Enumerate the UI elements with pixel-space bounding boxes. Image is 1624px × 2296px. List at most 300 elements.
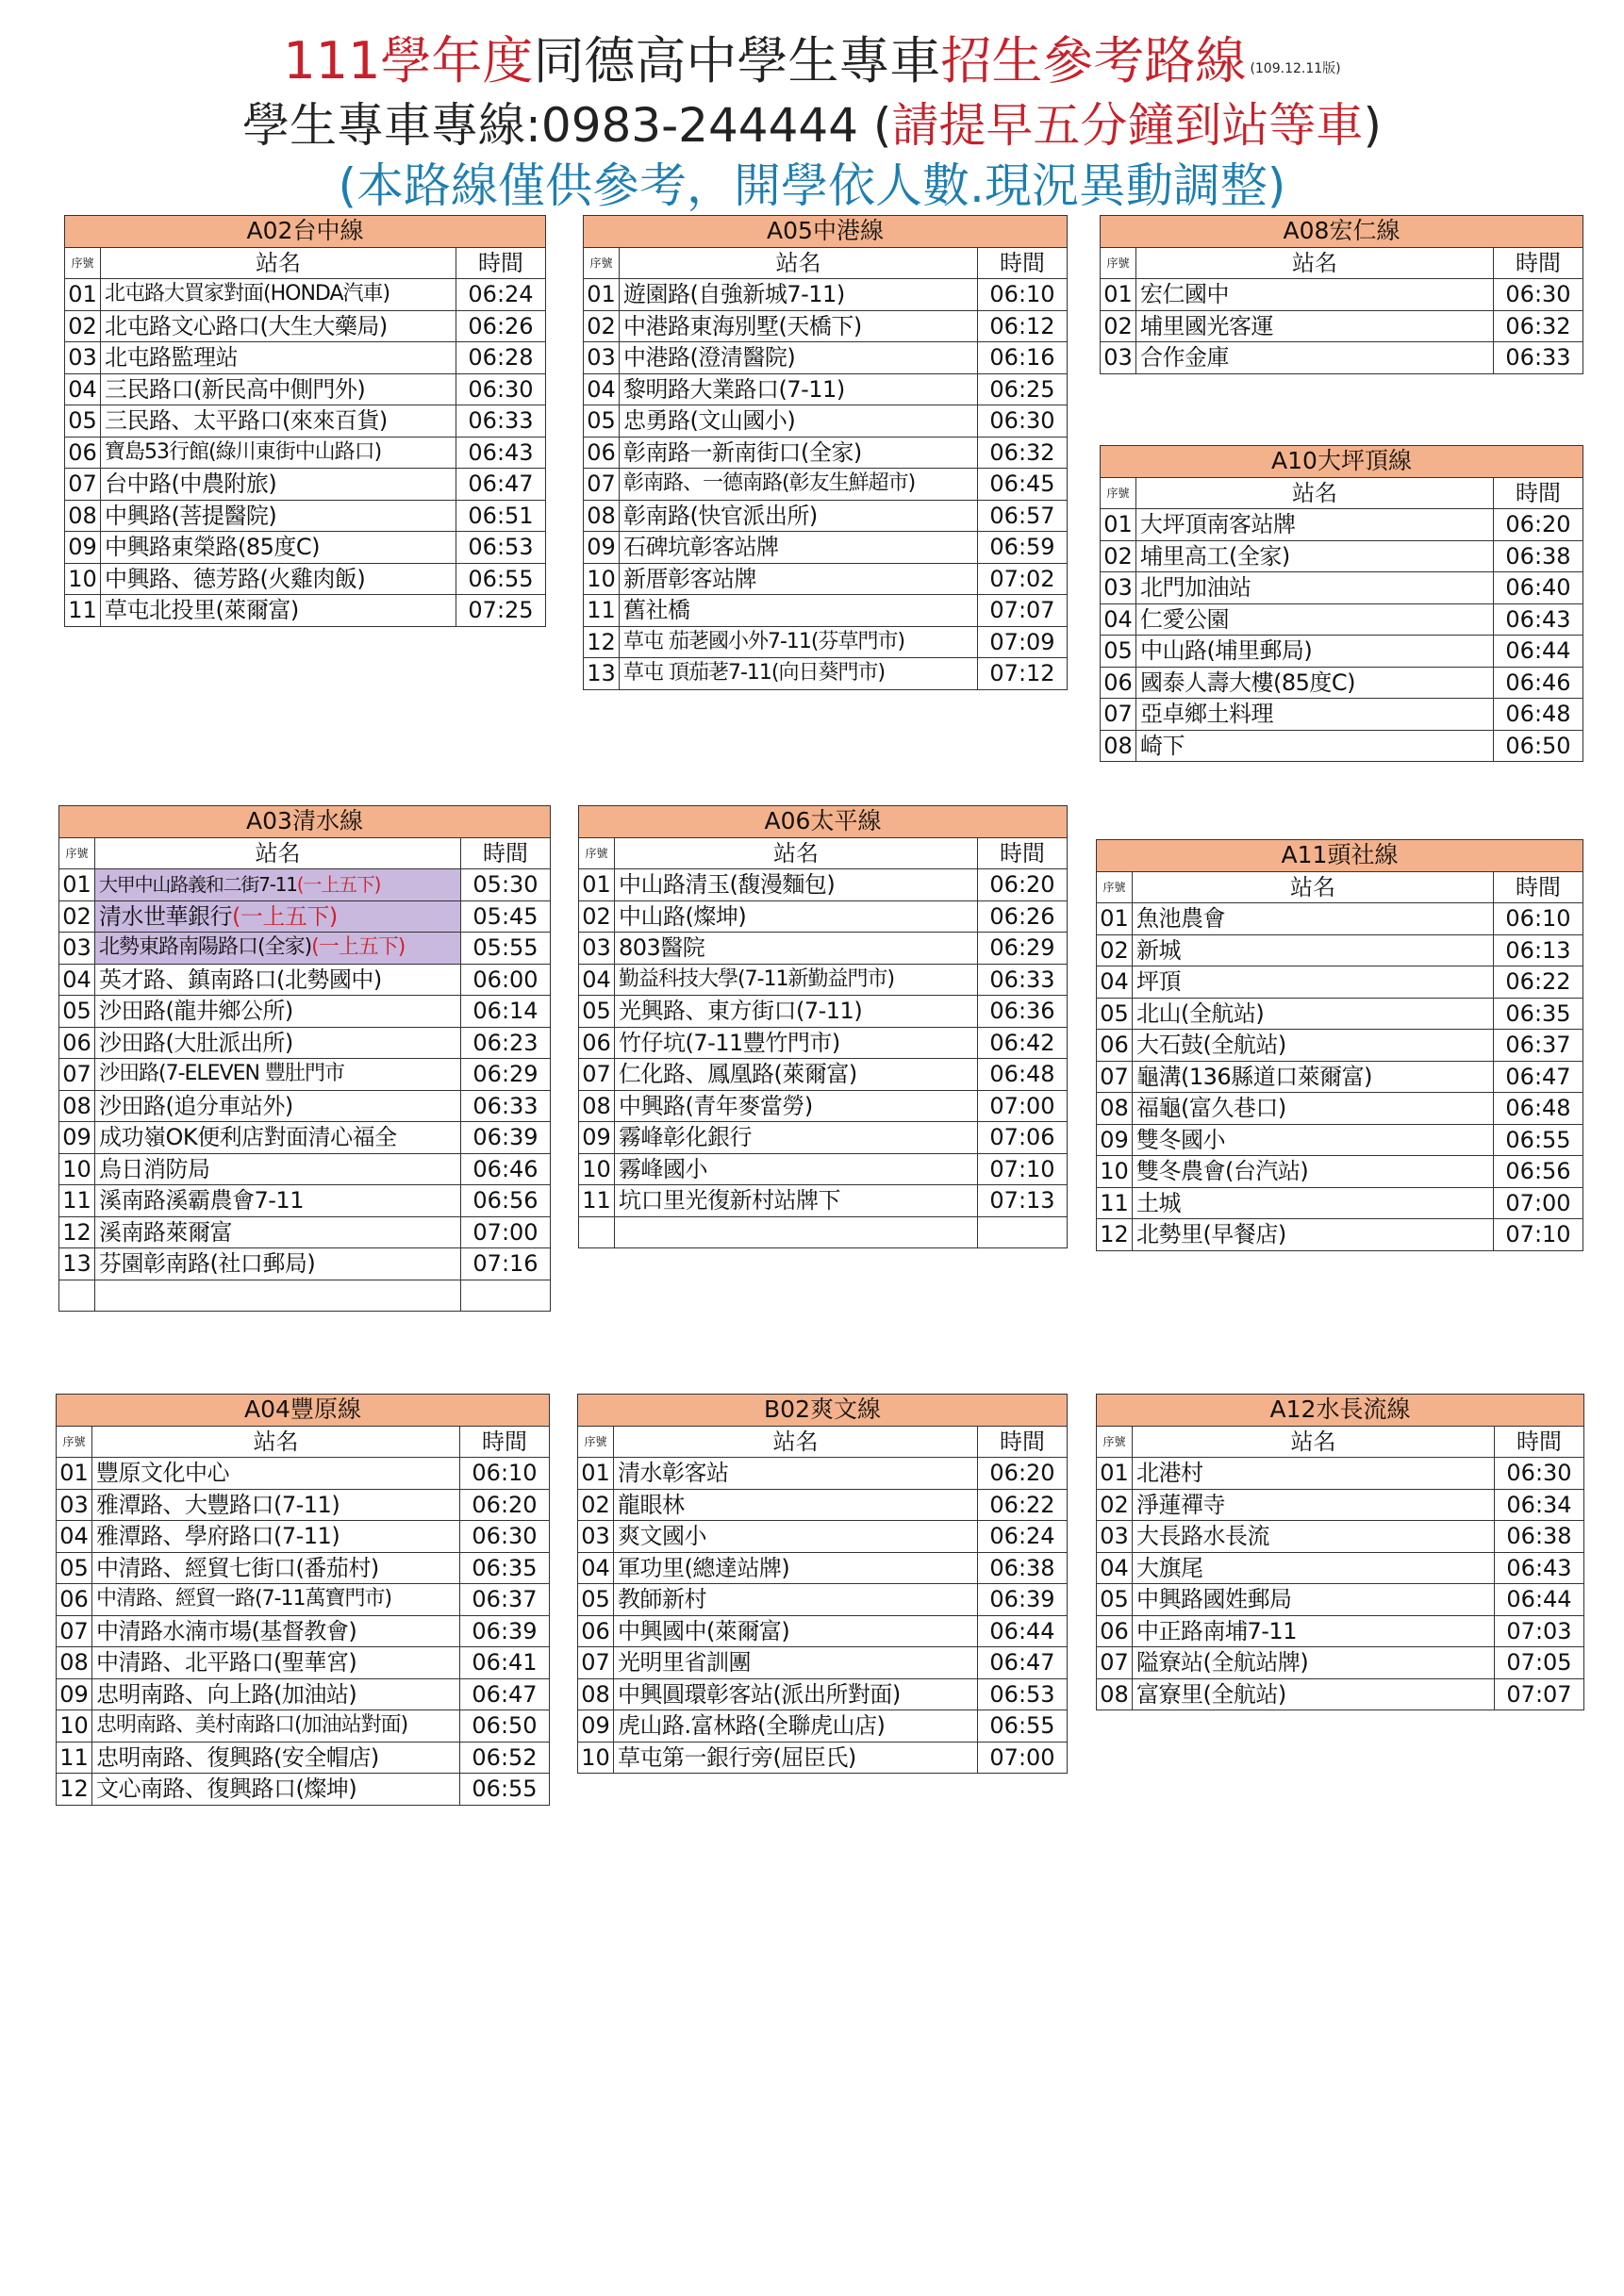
stop-name-text: 草屯北投里(萊爾富) xyxy=(105,597,299,624)
stop-no: 12 xyxy=(57,1774,92,1806)
stop-name xyxy=(614,1678,978,1710)
stop-no: 09 xyxy=(65,532,101,564)
stop-name-text: 中清路、經貿七街口(番茄村) xyxy=(96,1554,379,1581)
stop-no: 02 xyxy=(579,900,615,933)
stop-time: 06:39 xyxy=(460,1615,550,1647)
stop-time: 06:33 xyxy=(461,1090,551,1122)
stop-row xyxy=(65,469,546,501)
stop-time: 07:00 xyxy=(978,1742,1068,1774)
stop-time: 06:10 xyxy=(978,279,1068,311)
stop-time: 06:42 xyxy=(978,1027,1068,1059)
stop-row xyxy=(1101,730,1583,762)
stop-name-text: 坪頂 xyxy=(1136,968,1181,996)
stop-name xyxy=(1136,603,1494,636)
route-header xyxy=(1097,1395,1584,1427)
stop-name-text: 教師新村 xyxy=(618,1586,706,1613)
stop-name-text: 忠勇路(文山國小) xyxy=(623,407,796,435)
stop-row xyxy=(57,1774,550,1806)
stop-no: 09 xyxy=(1097,1124,1133,1156)
stop-name xyxy=(614,1647,978,1679)
stop-name-text: 石碑坑彰客站牌 xyxy=(623,534,779,561)
stop-time: 06:22 xyxy=(978,1489,1068,1521)
stop-time: 06:22 xyxy=(1494,966,1583,999)
stop-no: 13 xyxy=(584,658,620,690)
route-title: A12水長流線 xyxy=(1097,1395,1584,1427)
stop-name xyxy=(1136,509,1494,541)
stop-time: 06:48 xyxy=(978,1059,1068,1091)
stop-no: 07 xyxy=(59,1059,95,1091)
stop-name-text: 龜溝(136縣道口萊爾富) xyxy=(1136,1063,1373,1090)
stop-row xyxy=(57,1710,550,1743)
stop-row xyxy=(1097,1156,1583,1188)
stop-time: 06:46 xyxy=(461,1153,551,1185)
route-table-a02 xyxy=(64,215,546,627)
stop-name-text: 中山路清玉(馥漫麵包) xyxy=(619,871,836,899)
stop-time: 06:30 xyxy=(456,373,546,405)
route-title: A11頭社線 xyxy=(1097,840,1583,872)
stop-name xyxy=(1136,279,1494,311)
stop-time: 07:10 xyxy=(978,1153,1068,1185)
stop-time: 07:13 xyxy=(978,1185,1068,1217)
stop-row xyxy=(65,595,546,627)
stop-name-text: 中清路、經貿一路(7-11萬寶門市) xyxy=(96,1587,392,1611)
stop-no: 03 xyxy=(1101,342,1136,374)
stop-time: 06:57 xyxy=(978,500,1068,532)
stop-name xyxy=(614,1489,978,1521)
stop-no: 01 xyxy=(59,869,95,901)
stop-row xyxy=(584,595,1068,627)
stop-no xyxy=(579,1216,615,1248)
stop-time: 06:50 xyxy=(1493,730,1583,762)
stop-time: 06:48 xyxy=(1494,1093,1583,1125)
stop-no: 04 xyxy=(65,373,101,405)
stop-name xyxy=(1136,699,1494,731)
stop-name-text: 北屯路文心路口(大生大藥局) xyxy=(105,312,388,339)
stop-name xyxy=(615,1027,978,1059)
stop-no: 01 xyxy=(1101,509,1136,541)
stop-no: 09 xyxy=(59,1122,95,1154)
stop-no: 01 xyxy=(578,1458,614,1490)
stop-no: 11 xyxy=(65,595,101,627)
stop-no: 06 xyxy=(579,1027,615,1059)
stop-name xyxy=(1136,730,1494,762)
stop-name xyxy=(1133,1489,1495,1521)
stop-time: 07:00 xyxy=(461,1216,551,1248)
stop-time: 07:02 xyxy=(978,563,1068,595)
stop-name-text: 草屯 茄荖國小外7-11(芬草門市) xyxy=(623,629,905,653)
stop-name xyxy=(95,869,461,901)
stop-row xyxy=(1097,1187,1583,1219)
stop-row xyxy=(584,279,1068,311)
col-time-header: 時間 xyxy=(460,1426,550,1458)
col-no-header: 序號 xyxy=(1101,247,1136,279)
stop-name-text: 三民路口(新民高中側門外) xyxy=(105,375,366,403)
stop-name-text: 勤益科技大學(7-11新勤益門市) xyxy=(619,966,895,991)
stop-no: 06 xyxy=(1097,1615,1133,1647)
stop-name-text: 中興國中(萊爾富) xyxy=(618,1617,790,1644)
stop-name xyxy=(95,1248,461,1280)
stop-name xyxy=(95,996,461,1028)
route-title: A08宏仁線 xyxy=(1101,216,1583,248)
stop-no: 07 xyxy=(1097,1061,1133,1093)
stop-name xyxy=(615,900,978,933)
hotline-note: 請提早五分鐘到站等車 xyxy=(891,98,1364,153)
stop-time: 06:47 xyxy=(978,1647,1068,1679)
stop-time: 06:38 xyxy=(1493,540,1583,572)
stop-row xyxy=(1097,1647,1584,1679)
stop-name-text: 合作金庫 xyxy=(1140,344,1229,372)
stop-row xyxy=(59,964,551,996)
route-header xyxy=(578,1395,1068,1427)
stop-name xyxy=(615,1059,978,1091)
stop-time: 06:13 xyxy=(1494,934,1583,966)
stop-no: 06 xyxy=(59,1027,95,1059)
stop-no: 05 xyxy=(1097,1584,1133,1616)
stop-name xyxy=(1136,636,1494,668)
stop-name xyxy=(101,373,456,405)
stop-time xyxy=(461,1280,551,1312)
route-table-a11 xyxy=(1096,839,1583,1251)
stop-name-text: 中清路水湳市場(基督教會) xyxy=(96,1617,357,1644)
stop-row xyxy=(1101,342,1583,374)
stop-row xyxy=(1097,903,1583,935)
stop-row xyxy=(579,996,1068,1028)
stop-no: 01 xyxy=(1097,1458,1133,1490)
stop-no: 11 xyxy=(57,1742,92,1774)
stop-time xyxy=(978,1216,1068,1248)
stop-no: 05 xyxy=(584,405,620,438)
stop-no: 08 xyxy=(1101,730,1136,762)
stop-row xyxy=(579,1153,1068,1185)
col-time-header: 時間 xyxy=(1494,871,1583,903)
stop-time: 06:24 xyxy=(978,1521,1068,1553)
stop-no: 03 xyxy=(578,1521,614,1553)
stop-name xyxy=(92,1521,460,1553)
stop-row xyxy=(57,1552,550,1584)
col-time-header: 時間 xyxy=(1494,1426,1583,1458)
col-name-header: 站名 xyxy=(92,1426,460,1458)
stop-no: 09 xyxy=(57,1678,92,1710)
col-no-header: 序號 xyxy=(584,247,620,279)
stop-row xyxy=(57,1489,550,1521)
stop-no: 07 xyxy=(584,469,620,501)
route-header xyxy=(1101,446,1583,478)
stop-name xyxy=(620,373,978,405)
stop-name-text: 雙冬農會(台汽站) xyxy=(1136,1158,1309,1185)
stop-no: 07 xyxy=(579,1059,615,1091)
stop-time: 06:36 xyxy=(978,996,1068,1028)
stop-name xyxy=(95,933,461,965)
stop-time: 05:30 xyxy=(461,869,551,901)
route-table-b02 xyxy=(577,1394,1068,1774)
stop-name xyxy=(620,563,978,595)
col-time-header: 時間 xyxy=(978,1426,1068,1458)
col-name-header: 站名 xyxy=(1133,871,1494,903)
stop-row xyxy=(578,1647,1068,1679)
stop-row xyxy=(65,405,546,438)
stop-name xyxy=(1133,1187,1494,1219)
stop-time: 06:25 xyxy=(978,373,1068,405)
route-title: A06太平線 xyxy=(579,806,1068,838)
stop-row xyxy=(1097,1093,1583,1125)
stop-row xyxy=(1097,1219,1583,1251)
stop-name xyxy=(95,1059,461,1091)
stop-time: 06:20 xyxy=(1493,509,1583,541)
stop-name xyxy=(92,1774,460,1806)
stop-name-text: 霧峰彰化銀行 xyxy=(619,1124,752,1151)
stop-name xyxy=(620,437,978,469)
stop-time: 06:26 xyxy=(978,900,1068,933)
stop-name-text: 溪南路溪霸農會7-11 xyxy=(99,1187,304,1214)
col-name-header: 站名 xyxy=(101,247,456,279)
stop-time: 07:06 xyxy=(978,1122,1068,1154)
route-header xyxy=(584,216,1068,248)
stop-no: 01 xyxy=(579,869,615,901)
stop-no: 02 xyxy=(578,1489,614,1521)
stop-name xyxy=(101,405,456,438)
stop-row xyxy=(584,310,1068,342)
stop-name-text: 北港村 xyxy=(1136,1460,1203,1487)
stop-row xyxy=(579,1122,1068,1154)
stop-no: 04 xyxy=(59,964,95,996)
stop-time: 06:35 xyxy=(1494,998,1583,1030)
stop-name-text: 沙田路(龍井鄉公所) xyxy=(99,998,293,1025)
stop-name xyxy=(101,279,456,311)
stop-no: 02 xyxy=(1097,1489,1133,1521)
stop-row xyxy=(1097,1061,1583,1093)
stop-time: 06:45 xyxy=(978,469,1068,501)
stop-name-text: 北門加油站 xyxy=(1140,574,1251,602)
stop-name xyxy=(615,964,978,996)
stop-row xyxy=(1097,1521,1584,1553)
stop-row xyxy=(584,658,1068,690)
stop-time: 06:23 xyxy=(461,1027,551,1059)
route-title: A10大坪頂線 xyxy=(1101,446,1583,478)
stop-name xyxy=(1136,310,1494,342)
stop-no: 07 xyxy=(1097,1647,1133,1679)
stop-name xyxy=(1133,1647,1495,1679)
stop-name xyxy=(95,900,461,933)
stop-name-text: 中興路東榮路(85度C) xyxy=(105,534,321,561)
route-title: A02台中線 xyxy=(65,216,546,248)
stop-no: 07 xyxy=(65,469,101,501)
stop-name-text: 中港路(澄清醫院) xyxy=(623,344,796,372)
stop-time: 07:03 xyxy=(1494,1615,1583,1647)
hotline-prefix: 學生專車專線:0983-244444 ( xyxy=(242,98,892,153)
stop-no: 07 xyxy=(57,1615,92,1647)
stop-row xyxy=(578,1615,1068,1647)
stop-time: 06:37 xyxy=(460,1584,550,1616)
title-red: 招生參考路線 xyxy=(940,31,1247,91)
route-title: B02爽文線 xyxy=(578,1395,1068,1427)
stop-time: 06:34 xyxy=(1494,1489,1583,1521)
col-no-header: 序號 xyxy=(59,837,95,869)
stop-name xyxy=(92,1584,460,1616)
col-no-header: 序號 xyxy=(57,1426,92,1458)
stop-name-text: 中山路(燦坤) xyxy=(619,902,747,930)
stop-name-text: 草屯 頂茄荖7-11(向日葵門市) xyxy=(623,661,886,685)
stop-row xyxy=(1101,279,1583,311)
stop-no: 09 xyxy=(584,532,620,564)
title-mid: 同德高中學生專車 xyxy=(533,31,941,91)
stop-name-text: 雅潭路、大豐路口(7-11) xyxy=(96,1491,340,1518)
stop-name xyxy=(92,1552,460,1584)
stop-no: 05 xyxy=(578,1584,614,1616)
stop-time: 06:38 xyxy=(1494,1521,1583,1553)
stop-no: 02 xyxy=(1097,934,1133,966)
empty-row xyxy=(59,1280,551,1312)
stop-name-text: 大長路水長流 xyxy=(1136,1523,1269,1550)
stop-row xyxy=(1101,603,1583,636)
stop-name-text: 沙田路(追分車站外) xyxy=(99,1092,293,1119)
stop-name-text: 虎山路.富林路(全聯虎山店) xyxy=(618,1712,886,1740)
stop-no: 04 xyxy=(1097,966,1133,999)
title-version: (109.12.11版) xyxy=(1250,61,1341,76)
stop-name-text: 崎下 xyxy=(1140,732,1185,759)
stop-time: 06:10 xyxy=(1494,903,1583,935)
stop-row xyxy=(59,996,551,1028)
stop-time: 06:35 xyxy=(460,1552,550,1584)
stop-time: 06:55 xyxy=(460,1774,550,1806)
stop-name-text: 北屯路監理站 xyxy=(105,344,238,372)
stop-name xyxy=(1133,1030,1494,1062)
stop-time: 06:29 xyxy=(461,1059,551,1091)
stop-no: 10 xyxy=(579,1153,615,1185)
stop-time: 06:56 xyxy=(461,1185,551,1217)
stop-name xyxy=(614,1521,978,1553)
column-header-row xyxy=(1101,247,1583,279)
route-table-a04 xyxy=(56,1394,550,1806)
stop-row xyxy=(57,1647,550,1679)
stop-no: 07 xyxy=(578,1647,614,1679)
stop-row xyxy=(1097,998,1583,1030)
stop-name xyxy=(95,964,461,996)
stop-no: 02 xyxy=(1101,310,1136,342)
stop-name xyxy=(1133,1521,1495,1553)
stop-no: 03 xyxy=(65,342,101,374)
stop-name xyxy=(620,405,978,438)
stop-row xyxy=(59,1216,551,1248)
stop-time: 06:51 xyxy=(456,500,546,532)
stop-name-text: 豐原文化中心 xyxy=(96,1460,229,1487)
stop-no: 01 xyxy=(1097,903,1133,935)
stop-no: 10 xyxy=(59,1153,95,1185)
stop-time: 06:46 xyxy=(1493,667,1583,699)
stop-no: 08 xyxy=(579,1090,615,1122)
stop-no: 08 xyxy=(65,500,101,532)
stop-time: 06:53 xyxy=(456,532,546,564)
stop-name-text: 仁愛公園 xyxy=(1140,605,1229,633)
stop-name-text: 中興路(青年麥當勞) xyxy=(619,1092,813,1119)
col-time-header: 時間 xyxy=(461,837,551,869)
hotline-suffix: ) xyxy=(1363,98,1382,153)
stop-name-text: 光明里省訓團 xyxy=(618,1649,751,1677)
stop-time: 07:00 xyxy=(1494,1187,1583,1219)
stop-row xyxy=(65,500,546,532)
stop-row xyxy=(1101,699,1583,731)
stop-time: 06:59 xyxy=(978,532,1068,564)
stop-name-text: 亞卓鄉土料理 xyxy=(1140,701,1273,728)
stop-time: 06:47 xyxy=(1494,1061,1583,1093)
column-header-row xyxy=(57,1426,550,1458)
stop-name-text: 坑口里光復新村站牌下 xyxy=(619,1187,840,1214)
stop-name xyxy=(95,1122,461,1154)
stop-no: 10 xyxy=(65,563,101,595)
empty-row xyxy=(579,1216,1068,1248)
stop-name-text: 仁化路、鳳凰路(萊爾富) xyxy=(619,1061,857,1088)
column-header-row xyxy=(579,837,1068,869)
col-time-header: 時間 xyxy=(978,837,1068,869)
stop-name xyxy=(1136,667,1494,699)
col-no-header: 序號 xyxy=(1101,477,1136,509)
stop-time: 06:32 xyxy=(1494,310,1583,342)
stop-name-text: 芬園彰南路(社口郵局) xyxy=(99,1250,316,1278)
stop-row xyxy=(1101,572,1583,604)
stop-time: 07:05 xyxy=(1494,1647,1583,1679)
stop-name xyxy=(92,1647,460,1679)
stop-no: 11 xyxy=(1097,1187,1133,1219)
col-time-header: 時間 xyxy=(978,247,1068,279)
stop-name xyxy=(1133,1458,1495,1490)
stop-name xyxy=(1133,998,1494,1030)
stop-name xyxy=(1136,572,1494,604)
stop-no: 06 xyxy=(1101,667,1136,699)
stop-row xyxy=(1101,667,1583,699)
stop-row xyxy=(1097,1615,1584,1647)
stop-no: 08 xyxy=(584,500,620,532)
stop-no: 02 xyxy=(65,310,101,342)
stop-row xyxy=(59,900,551,933)
route-header xyxy=(579,806,1068,838)
stop-no: 07 xyxy=(1101,699,1136,731)
stop-name xyxy=(614,1710,978,1743)
stop-name-text: 中清路、北平路口(聖華宮) xyxy=(96,1649,357,1677)
stop-name xyxy=(1133,934,1494,966)
col-time-header: 時間 xyxy=(1494,247,1583,279)
stop-name xyxy=(95,1153,461,1185)
stop-time: 06:33 xyxy=(456,405,546,438)
stop-no: 03 xyxy=(1097,1521,1133,1553)
stop-name-text: 北勢里(早餐店) xyxy=(1136,1221,1286,1248)
col-no-header: 序號 xyxy=(578,1426,614,1458)
stop-row xyxy=(584,563,1068,595)
route-title: A05中港線 xyxy=(584,216,1068,248)
column-header-row xyxy=(59,837,551,869)
stop-name xyxy=(1133,1219,1494,1251)
stop-name-text: 中興路、德芳路(火雞肉飯) xyxy=(105,565,366,592)
stop-name-text: 溪南路萊爾富 xyxy=(99,1218,232,1246)
stop-name xyxy=(101,595,456,627)
stop-no: 09 xyxy=(579,1122,615,1154)
stop-no: 05 xyxy=(1097,998,1133,1030)
stop-no: 01 xyxy=(584,279,620,311)
stop-row xyxy=(65,310,546,342)
stop-time: 06:55 xyxy=(1494,1124,1583,1156)
stop-time: 06:55 xyxy=(978,1710,1068,1743)
stop-row xyxy=(59,1090,551,1122)
stop-row xyxy=(584,500,1068,532)
stop-name-text: 新厝彰客站牌 xyxy=(623,565,756,592)
stop-time: 06:44 xyxy=(978,1615,1068,1647)
stop-no: 13 xyxy=(59,1248,95,1280)
stop-name xyxy=(92,1710,460,1743)
stop-name xyxy=(101,500,456,532)
stop-name-text: 富寮里(全航站) xyxy=(1136,1680,1286,1708)
stop-name-text: 成功嶺OK便利店對面清心福全 xyxy=(99,1124,397,1151)
stop-row xyxy=(1097,1678,1584,1710)
stop-no: 06 xyxy=(65,437,101,469)
stop-name xyxy=(101,342,456,374)
